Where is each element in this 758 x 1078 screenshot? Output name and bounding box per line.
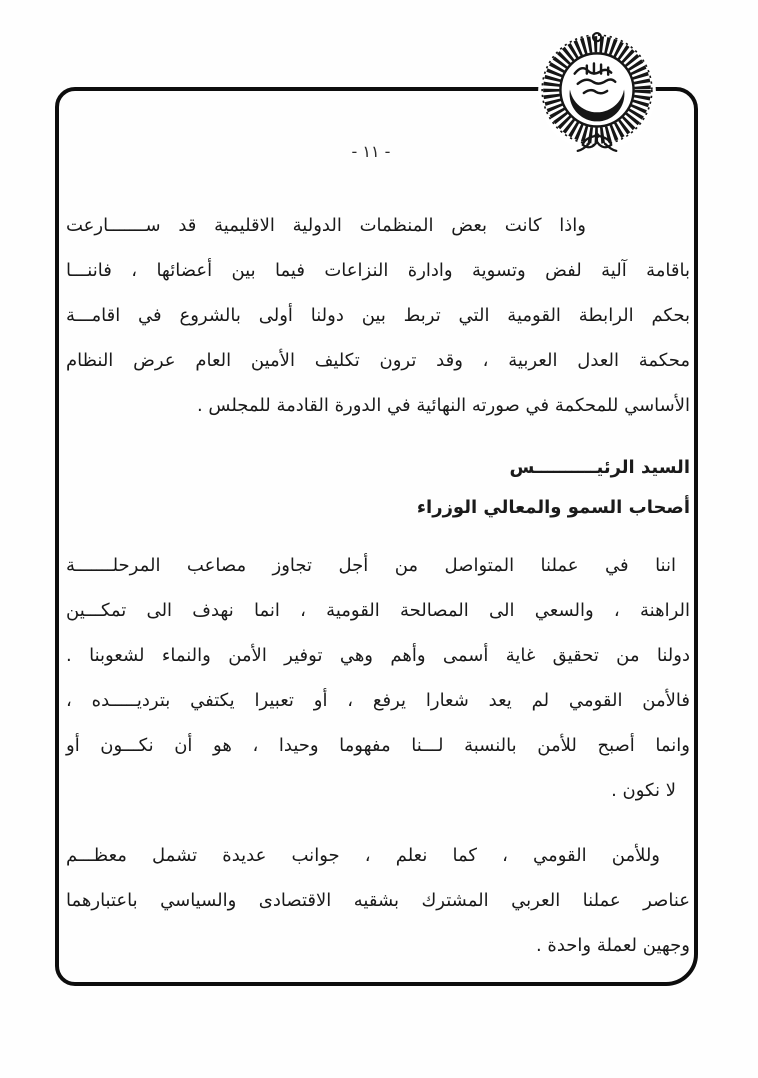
text-line: الراهنة ، والسعي الى المصالحة القومية ، انما نهدف الى تمكـــين — [66, 600, 690, 621]
paragraph-1 — [66, 203, 690, 428]
text-line: عناصر عملنا العربي المشترك بشقيه الاقتصادى والسياسي باعتبارهما — [66, 890, 690, 911]
text-line: وللأمن القومي ، كما نعلم ، جوانب عديدة تشمل معظـــم — [66, 845, 660, 866]
paragraph-2 — [66, 543, 690, 813]
page-number: - ١١ - — [351, 142, 391, 161]
text-line: محكمة العدل العربية ، وقد ترون تكليف الأمين العام عرض النظام — [66, 350, 690, 371]
text-line: وانما أصبح للأمن بالنسبة لـــنا مفهوما وحيدا ، هو أن نكـــون أو — [66, 735, 690, 756]
arab-league-emblem-icon — [536, 30, 658, 158]
text-line: الأساسي للمحكمة في صورته النهائية في الدورة القادمة للمجلس . — [196, 395, 690, 416]
text-line: اننا في عملنا المتواصل من أجل تجاوز مصاعب المرحلـــــــة — [66, 555, 676, 576]
text-line: فالأمن القومي لم يعد شعارا يرفع ، أو تعبيرا يكتفي بترديـــــده ، — [66, 690, 690, 711]
text-line: بحكم الرابطة القومية التي تربط بين دولنا أولى بالشروع في اقامـــة — [66, 305, 690, 326]
text-line: واذا كانت بعض المنظمات الدولية الاقليمية قد ســـــــارعت — [66, 215, 586, 236]
text-line: باقامة آلية لفض وتسوية وادارة النزاعات فيما بين أعضائها ، فاننـــا — [66, 260, 690, 281]
text-line: وجهين لعملة واحدة . — [535, 935, 690, 956]
text-line: لا نكون . — [611, 780, 676, 801]
heading-chairman: السيد الرئيــــــــــس — [509, 457, 690, 478]
text-line: دولنا من تحقيق غاية أسمى وأهم وهي توفير الأمن والنماء لشعوبنا . — [66, 645, 690, 666]
paragraph-3 — [66, 833, 690, 968]
heading-ministers: أصحاب السمو والمعالي الوزراء — [416, 497, 690, 518]
page-content — [66, 0, 690, 1078]
